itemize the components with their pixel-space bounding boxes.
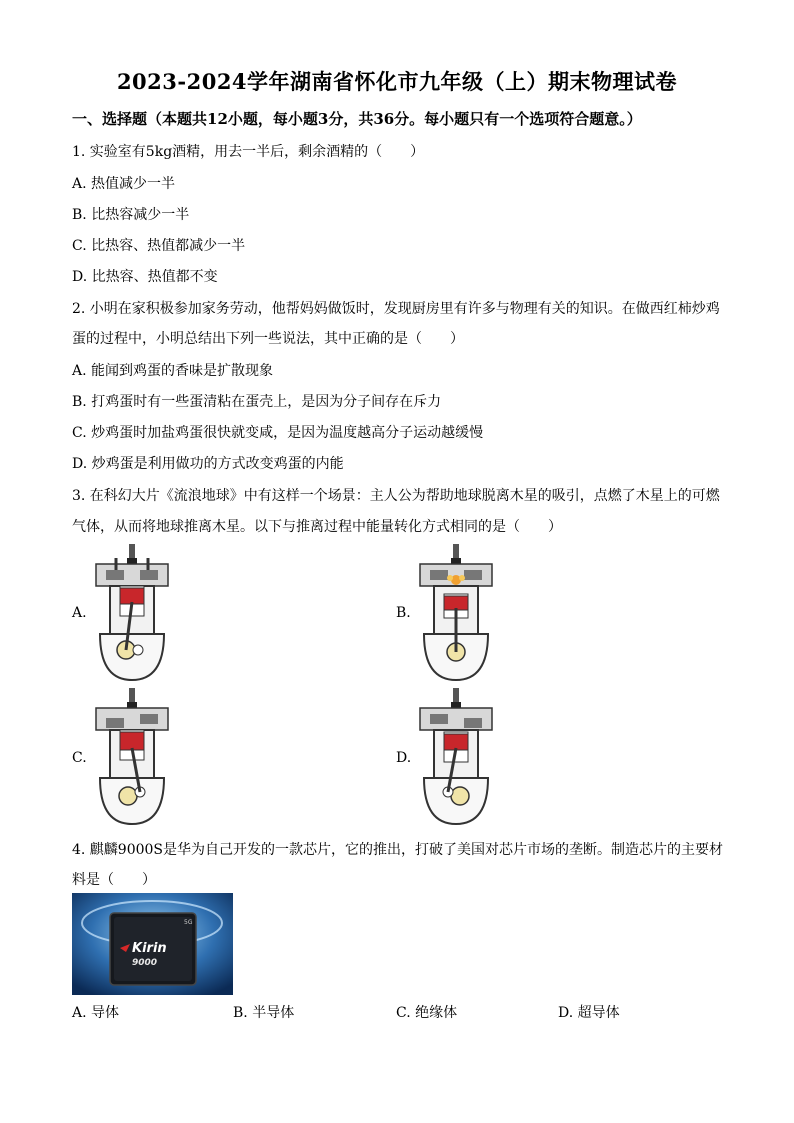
q3-label-a: A. xyxy=(72,605,87,621)
q2-stem-line2: 蛋的过程中，小明总结出下列一些说法，其中正确的是（ ） xyxy=(72,331,464,347)
page-title: 2023-2024学年湖南省怀化市九年级（上）期末物理试卷 xyxy=(116,69,678,94)
q3-label-c: C. xyxy=(72,750,87,766)
chip-badge: 5G xyxy=(184,919,193,926)
q2-option-b: B. 打鸡蛋时有一些蛋清粘在蛋壳上，是因为分子间存在斥力 xyxy=(72,394,442,410)
q1-option-b: B. 比热容减少一半 xyxy=(72,207,190,223)
q3-label-b: B. xyxy=(396,605,411,621)
engine-diagram-d xyxy=(416,688,496,828)
q4-option-d: D. 超导体 xyxy=(558,1005,620,1021)
q4-option-a: A. 导体 xyxy=(72,1005,120,1021)
q4-option-c: C. 绝缘体 xyxy=(396,1005,458,1021)
q1-option-c: C. 比热容、热值都减少一半 xyxy=(72,238,246,254)
q1-option-a: A. 热值减少一半 xyxy=(72,176,176,192)
q4-stem-line1: 4. 麒麟9000S是华为自己开发的一款芯片，它的推出，打破了美国对芯片市场的垄断。制造芯片的主要材 xyxy=(72,842,724,858)
engine-diagram-a xyxy=(92,544,172,684)
engine-diagram-c xyxy=(92,688,172,828)
q1-stem: 1. 实验室有5kg酒精，用去一半后，剩余酒精的（ ） xyxy=(72,144,425,160)
q2-stem-line1: 2. 小明在家积极参加家务劳动，他帮妈妈做饭时，发现厨房里有许多与物理有关的知识。在做西红柿炒鸡 xyxy=(72,301,720,317)
q4-option-b: B. 半导体 xyxy=(233,1005,295,1021)
q2-option-a: A. 能闻到鸡蛋的香味是扩散现象 xyxy=(72,363,274,379)
q3-stem-line2: 气体，从而将地球推离木星。以下与推离过程中能量转化方式相同的是（ ） xyxy=(72,519,562,535)
chip-model: 9000 xyxy=(132,958,158,968)
kirin-chip-image xyxy=(72,893,233,995)
q4-stem-line2: 料是（ ） xyxy=(72,872,156,888)
q3-stem-line1: 3. 在科幻大片《流浪地球》中有这样一个场景：主人公为帮助地球脱离木星的吸引，点燃了木星上的可燃 xyxy=(72,488,720,504)
section-heading: 一、选择题（本题共12小题，每小题3分，共36分。每小题只有一个选项符合题意。） xyxy=(72,110,642,128)
q2-option-d: D. 炒鸡蛋是利用做功的方式改变鸡蛋的内能 xyxy=(72,456,344,472)
engine-diagram-b xyxy=(416,544,496,684)
chip-brand: Kirin xyxy=(132,941,167,956)
q1-option-d: D. 比热容、热值都不变 xyxy=(72,269,218,285)
q2-option-c: C. 炒鸡蛋时加盐鸡蛋很快就变咸，是因为温度越高分子运动越缓慢 xyxy=(72,425,484,441)
q3-label-d: D. xyxy=(396,750,412,766)
